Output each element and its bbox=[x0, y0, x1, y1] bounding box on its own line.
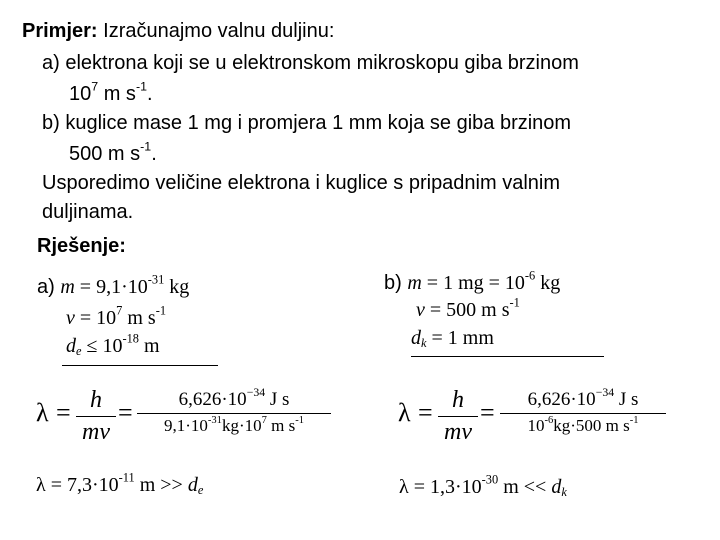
solution-a-velocity: $v = 10^7$ m $s^{-1}$ bbox=[66, 303, 167, 329]
formula-b-eq2: = bbox=[480, 398, 495, 427]
formula-a-eq2: = bbox=[118, 398, 133, 427]
part-b-line1: b) kuglice mase 1 mg i promjera 1 mm koja se giba brzinom bbox=[42, 112, 572, 134]
part-a-line1: a) elektrona koji se u elektronskom mikroskopu giba brzinom bbox=[42, 52, 579, 74]
result-b: $\lambda = 1,3\cdot 10^{-30}$ $m << d_k$ bbox=[399, 472, 567, 500]
problem-heading: Primjer: bbox=[22, 20, 98, 42]
formula-a-frac2-bar bbox=[137, 413, 331, 414]
formula-a-lambda: λ bbox=[36, 398, 49, 427]
formula-b-frac1-bar bbox=[438, 416, 478, 417]
solution-b-label: b) bbox=[384, 272, 408, 294]
solution-heading: Rješenje: bbox=[37, 235, 126, 257]
result-a: $\lambda = 7,3\cdot 10^{-11}$ $m >> d_e$ bbox=[36, 470, 204, 498]
formula-b-frac1: h mv bbox=[438, 387, 478, 446]
compare-line1: Usporedimo veličine elektrona i kuglice s pripadnim valnim bbox=[42, 172, 561, 194]
formula-b-eq1: = bbox=[418, 398, 433, 427]
problem-intro: Izračunajmo valnu duljinu: bbox=[97, 20, 335, 42]
compare-line2: duljinama. bbox=[42, 201, 134, 223]
formula-a-eq1: = bbox=[56, 398, 71, 427]
formula-b-frac2: $6,626\cdot 10^{-34}$ J s $10^{-6}kg\cdot 500$ m $s^{-1}$ bbox=[500, 389, 666, 436]
solution-b-divider bbox=[411, 356, 604, 357]
solution-a-divider bbox=[62, 365, 218, 366]
problem-title bbox=[22, 20, 334, 43]
part-b-line2: 500 m $s^{-1}$. bbox=[69, 139, 157, 165]
solution-a-size: $d_e \le 10^{-18}$ m bbox=[66, 331, 160, 359]
solution-b-velocity: v = 500 m $s^{-1}$ bbox=[416, 295, 520, 321]
solution-a-label: a) bbox=[37, 276, 61, 298]
solution-a-mass: a) $m = 9,1\cdot 10^{-31}$ kg bbox=[37, 272, 190, 298]
formula-a-frac2: $6,626\cdot 10^{-34}$ J s $9,1\cdot 10^{-31}kg\cdot 10^7$ m $s^{-1}$ bbox=[137, 389, 331, 436]
solution-b-mass: b) m = 1 mg = $10^{-6}$ kg bbox=[384, 268, 561, 294]
formula-a-frac1-bar bbox=[76, 416, 116, 417]
formula-a-frac1: h mv bbox=[76, 387, 116, 446]
part-a-line2: $10^7$ m $s^{-1}$. bbox=[69, 79, 153, 105]
formula-b-lambda: λ bbox=[398, 398, 411, 427]
formula-b-frac2-bar bbox=[500, 413, 666, 414]
solution-b-size: $d_k = 1$ mm bbox=[411, 327, 494, 351]
